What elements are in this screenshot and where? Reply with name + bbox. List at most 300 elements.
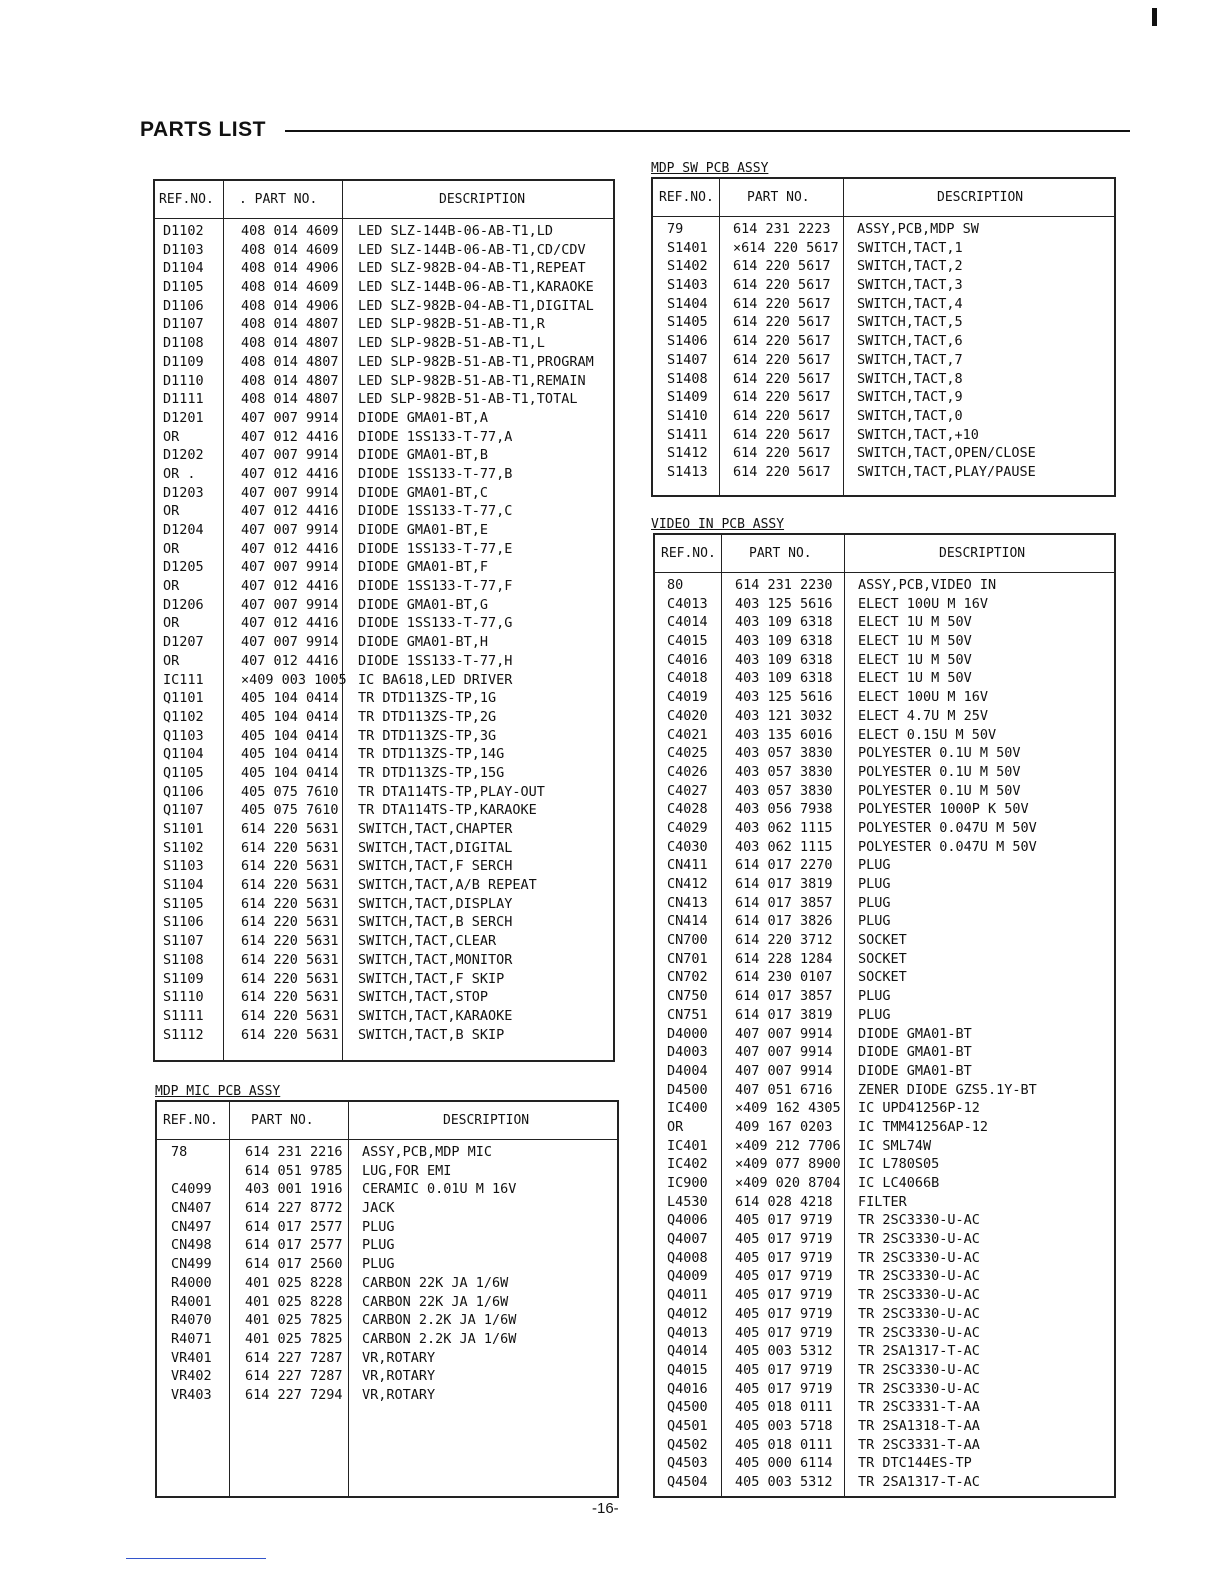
table-row	[155, 409, 613, 428]
part-no-cell: 405 075 7610	[241, 802, 339, 819]
part-no-cell: 403 109 6318	[735, 614, 833, 631]
ref-cell: Q1107	[163, 802, 204, 819]
col-part-header: PART NO.	[747, 190, 810, 205]
table-row	[155, 895, 613, 914]
part-no-cell: ×614 220 5617	[733, 239, 839, 256]
description-cell: POLYESTER 1000P K 50V	[858, 801, 1029, 818]
ref-cell: D1102	[163, 223, 204, 239]
ref-cell: IC402	[667, 1156, 708, 1173]
ref-cell: S1106	[163, 914, 204, 931]
table-row	[655, 987, 1114, 1006]
description-cell: SWITCH,TACT,1	[857, 239, 963, 256]
description-cell: SWITCH,TACT,4	[857, 295, 963, 312]
part-no-cell: 614 220 5617	[733, 445, 831, 462]
part-no-cell: 614 230 0107	[735, 969, 833, 986]
ref-cell: C4028	[667, 801, 708, 818]
col-ref-header: REF.NO.	[159, 192, 214, 207]
description-cell: SWITCH,TACT,B SERCH	[358, 914, 513, 931]
ref-cell: Q4014	[667, 1343, 708, 1360]
part-no-cell: 614 220 5617	[733, 314, 831, 331]
table-body	[155, 219, 613, 1044]
ref-cell: OR	[163, 503, 180, 520]
part-no-cell: 405 018 0111	[735, 1399, 833, 1416]
table-row	[655, 856, 1114, 875]
table-body	[653, 217, 1114, 482]
table-row	[155, 857, 613, 876]
table-row	[655, 950, 1114, 969]
part-no-cell: 614 017 2560	[245, 1256, 343, 1273]
part-no-cell: 407 007 9914	[735, 1062, 833, 1079]
description-cell: DIODE GMA01-BT,E	[358, 522, 489, 538]
table-row	[655, 632, 1114, 651]
part-no-cell: 407 007 9914	[241, 634, 339, 651]
col-part-header: . PART NO.	[239, 192, 318, 207]
table-row	[155, 633, 613, 652]
description-cell: TR DTD113ZS-TP,3G	[358, 727, 497, 744]
ref-cell: S1410	[667, 407, 708, 424]
table-row	[653, 388, 1114, 407]
part-no-cell: 614 220 5631	[241, 839, 339, 856]
table-row	[155, 783, 613, 802]
description-cell: SWITCH,TACT,B SKIP	[358, 1026, 505, 1043]
ref-cell: D1203	[163, 484, 204, 501]
ref-cell: Q4015	[667, 1361, 708, 1378]
ref-cell: Q4007	[667, 1231, 708, 1248]
description-cell: TR 2SC3330-U-AC	[858, 1268, 980, 1285]
ref-cell: S1102	[163, 839, 204, 856]
description-cell: SWITCH,TACT,6	[857, 333, 963, 350]
description-cell: LED SLP-982B-51-AB-T1,TOTAL	[358, 391, 578, 408]
ref-cell: S1407	[667, 351, 708, 368]
description-cell: DIODE GMA01-BT	[858, 1062, 972, 1079]
description-cell: TR 2SC3330-U-AC	[858, 1231, 980, 1248]
table-row	[653, 332, 1114, 351]
ref-cell: CN414	[667, 913, 708, 930]
part-no-cell: 614 220 5617	[733, 351, 831, 368]
part-no-cell: 614 220 5631	[241, 877, 339, 894]
ref-cell: OR	[163, 428, 180, 445]
table-row	[157, 1218, 617, 1237]
part-no-cell: 403 001 1916	[245, 1181, 343, 1198]
part-no-cell: 401 025 7825	[245, 1330, 343, 1347]
description-cell: TR 2SC3330-U-AC	[858, 1212, 980, 1229]
part-no-cell: 407 007 9914	[241, 484, 339, 501]
description-cell: SWITCH,TACT,STOP	[358, 989, 489, 1006]
part-no-cell: 403 062 1115	[735, 838, 833, 855]
table-row	[155, 353, 613, 372]
col-part-header: PART NO.	[251, 1113, 314, 1128]
description-cell: CARBON 2.2K JA 1/6W	[362, 1312, 517, 1329]
part-no-cell: 614 220 5631	[241, 989, 339, 1006]
ref-cell: Q4012	[667, 1305, 708, 1322]
ref-cell: OR .	[163, 465, 196, 482]
description-cell: PLUG	[858, 876, 891, 892]
description-cell: LED SLP-982B-51-AB-T1,R	[358, 316, 545, 333]
description-cell: TR DTC144ES-TP	[858, 1455, 972, 1472]
description-cell: CARBON 22K JA 1/6W	[362, 1274, 509, 1291]
ref-cell: S1111	[163, 1007, 204, 1024]
table-row	[655, 1436, 1114, 1455]
description-cell: TR 2SC3331-T-AA	[858, 1436, 980, 1453]
table-row	[655, 1417, 1114, 1436]
table-row	[157, 1255, 617, 1274]
description-cell: LED SLP-982B-51-AB-T1,L	[358, 335, 545, 352]
table-row	[655, 1043, 1114, 1062]
description-cell: TR 2SA1317-T-AC	[858, 1343, 980, 1360]
table-row	[157, 1143, 617, 1162]
table-row	[655, 744, 1114, 763]
description-cell: IC UPD41256P-12	[858, 1100, 980, 1117]
table-row	[655, 912, 1114, 931]
table-row	[653, 407, 1114, 426]
ref-cell: D1207	[163, 634, 204, 651]
ref-cell: S1101	[163, 821, 204, 837]
part-no-cell: 405 017 9719	[735, 1361, 833, 1378]
table-row	[655, 1006, 1114, 1025]
description-cell: LED SLZ-982B-04-AB-T1,DIGITAL	[358, 297, 594, 314]
description-cell: LED SLZ-144B-06-AB-T1,KARAOKE	[358, 279, 594, 296]
ref-cell: C4014	[667, 614, 708, 631]
mdp-mic-title: MDP MIC PCB ASSY	[155, 1084, 281, 1099]
ref-cell: CN498	[171, 1237, 212, 1254]
table-row	[655, 819, 1114, 838]
description-cell: VR,ROTARY	[362, 1368, 436, 1385]
ref-cell: S1408	[667, 370, 708, 387]
ref-cell: Q1101	[163, 690, 204, 707]
ref-cell: CN700	[667, 932, 708, 949]
part-no-cell: 409 167 0203	[735, 1118, 833, 1135]
part-no-cell: 614 220 5617	[733, 333, 831, 350]
table-row	[155, 596, 613, 615]
part-no-cell: ×409 077 8900	[735, 1156, 841, 1173]
description-cell: SWITCH,TACT,CLEAR	[358, 933, 497, 950]
part-no-cell: 405 018 0111	[735, 1436, 833, 1453]
table-row	[655, 707, 1114, 726]
ref-cell: D4500	[667, 1081, 708, 1098]
table-row	[155, 671, 613, 690]
part-no-cell: 407 007 9914	[735, 1025, 833, 1042]
description-cell: DIODE 1SS133-T-77,C	[358, 503, 513, 520]
table-row	[655, 1473, 1114, 1492]
table-row	[157, 1199, 617, 1218]
table-row	[155, 913, 613, 932]
description-cell: PLUG	[858, 1006, 891, 1023]
table-row	[653, 351, 1114, 370]
table-row	[655, 1454, 1114, 1473]
table-row	[157, 1349, 617, 1368]
description-cell: TR 2SC3330-U-AC	[858, 1287, 980, 1304]
description-cell: LED SLZ-144B-06-AB-T1,CD/CDV	[358, 241, 586, 258]
part-no-cell: 614 220 5631	[241, 1007, 339, 1024]
part-no-cell: 407 012 4416	[241, 540, 339, 557]
table-row	[157, 1386, 617, 1405]
part-no-cell: 614 220 5617	[733, 463, 831, 480]
ref-cell: D1108	[163, 335, 204, 352]
part-no-cell: 405 017 9719	[735, 1231, 833, 1248]
ref-cell: D1204	[163, 522, 204, 538]
ref-cell: D1103	[163, 241, 204, 258]
table-row	[655, 1137, 1114, 1156]
table-row	[655, 1230, 1114, 1249]
description-cell: DIODE GMA01-BT	[858, 1025, 972, 1042]
ref-cell: Q4011	[667, 1287, 708, 1304]
table-row	[155, 540, 613, 559]
description-cell: SWITCH,TACT,7	[857, 351, 963, 368]
description-cell: ELECT 100U M 16V	[858, 689, 989, 706]
table-row	[655, 651, 1114, 670]
table-row	[655, 931, 1114, 950]
ref-cell: S1103	[163, 858, 204, 875]
description-cell: POLYESTER 0.1U M 50V	[858, 745, 1021, 762]
table-row	[655, 1174, 1114, 1193]
ref-cell: S1406	[667, 333, 708, 350]
table-row	[655, 875, 1114, 894]
table-header	[157, 1102, 617, 1140]
description-cell: SWITCH,TACT,DISPLAY	[358, 895, 513, 912]
description-cell: TR 2SC3330-U-AC	[858, 1361, 980, 1378]
ref-cell: S1110	[163, 989, 204, 1006]
part-no-cell: 403 109 6318	[735, 633, 833, 650]
part-no-cell: 408 014 4609	[241, 223, 339, 239]
description-cell: CARBON 2.2K JA 1/6W	[362, 1330, 517, 1347]
description-cell: IC BA618,LED DRIVER	[358, 671, 513, 688]
description-cell: SWITCH,TACT,0	[857, 407, 963, 424]
table-row	[157, 1330, 617, 1349]
description-cell: SOCKET	[858, 932, 907, 949]
table-row	[655, 726, 1114, 745]
part-no-cell: 405 104 0414	[241, 746, 339, 763]
ref-cell: C4013	[667, 595, 708, 612]
part-no-cell: 614 220 5631	[241, 895, 339, 912]
ref-cell: D1205	[163, 559, 204, 576]
ref-cell: C4015	[667, 633, 708, 650]
table-header	[155, 181, 613, 219]
table-row	[155, 652, 613, 671]
part-no-cell: 403 056 7938	[735, 801, 833, 818]
table-row	[653, 257, 1114, 276]
table-row	[655, 1099, 1114, 1118]
table-row	[155, 372, 613, 391]
part-no-cell: 405 000 6114	[735, 1455, 833, 1472]
part-no-cell: ×409 212 7706	[735, 1137, 841, 1154]
part-no-cell: 405 017 9719	[735, 1268, 833, 1285]
part-no-cell: 614 017 3819	[735, 876, 833, 892]
table-row	[653, 220, 1114, 239]
description-cell: SWITCH,TACT,DIGITAL	[358, 839, 513, 856]
ref-cell: R4000	[171, 1274, 212, 1291]
part-no-cell: 403 121 3032	[735, 707, 833, 724]
ref-cell: IC900	[667, 1175, 708, 1191]
table-row	[655, 595, 1114, 614]
ref-cell: S1112	[163, 1026, 204, 1043]
description-cell: IC SML74W	[858, 1137, 932, 1154]
table-row	[655, 1398, 1114, 1417]
bottom-rule	[126, 1558, 266, 1559]
ref-cell: C4018	[667, 670, 708, 687]
ref-cell: CN411	[667, 857, 708, 874]
description-cell: PLUG	[362, 1218, 395, 1235]
table-row	[155, 745, 613, 764]
description-cell: SWITCH,TACT,CHAPTER	[358, 821, 513, 837]
ref-cell: D1201	[163, 409, 204, 426]
description-cell: TR 2SA1317-T-AC	[858, 1474, 980, 1490]
part-no-cell: 614 231 2216	[245, 1144, 343, 1160]
ref-cell: D4000	[667, 1025, 708, 1042]
description-cell: SWITCH,TACT,KARAOKE	[358, 1007, 513, 1024]
ref-cell: D4003	[667, 1044, 708, 1061]
ref-cell: C4029	[667, 819, 708, 836]
ref-cell: C4027	[667, 782, 708, 799]
part-no-cell: 407 051 6716	[735, 1081, 833, 1098]
ref-cell: S1403	[667, 277, 708, 294]
table-row	[155, 839, 613, 858]
ref-cell: CN750	[667, 988, 708, 1005]
part-no-cell: 407 012 4416	[241, 615, 339, 632]
ref-cell: R4070	[171, 1312, 212, 1329]
ref-cell: D1105	[163, 279, 204, 296]
ref-cell: C4099	[171, 1181, 212, 1198]
description-cell: TR DTA114TS-TP,KARAOKE	[358, 802, 537, 819]
part-no-cell: 614 220 5631	[241, 970, 339, 987]
part-no-cell: 614 228 1284	[735, 950, 833, 967]
description-cell: ELECT 1U M 50V	[858, 614, 972, 631]
part-no-cell: 614 220 5617	[733, 389, 831, 406]
ref-cell: S1411	[667, 426, 708, 443]
part-no-cell: 405 003 5312	[735, 1474, 833, 1490]
ref-cell: OR	[163, 615, 180, 632]
table-row	[155, 297, 613, 316]
description-cell: TR 2SA1318-T-AA	[858, 1417, 980, 1434]
ref-cell: CN751	[667, 1006, 708, 1023]
table-row	[155, 932, 613, 951]
part-no-cell: 614 220 5631	[241, 933, 339, 950]
table-row	[655, 1062, 1114, 1081]
table-row	[155, 1026, 613, 1045]
ref-cell: S1107	[163, 933, 204, 950]
description-cell: IC LC4066B	[858, 1175, 940, 1191]
ref-cell: 78	[171, 1144, 188, 1160]
mdp-sw-title: MDP SW PCB ASSY	[651, 161, 769, 176]
table-row	[155, 614, 613, 633]
description-cell: SWITCH,TACT,MONITOR	[358, 951, 513, 968]
part-no-cell: 403 109 6318	[735, 651, 833, 668]
table-row	[155, 315, 613, 334]
part-no-cell: 614 017 2270	[735, 857, 833, 874]
description-cell: SWITCH,TACT,F SKIP	[358, 970, 505, 987]
table-row	[157, 1367, 617, 1386]
video-in-title: VIDEO IN PCB ASSY	[651, 517, 785, 532]
part-no-cell: 408 014 4807	[241, 391, 339, 408]
ref-cell: C4030	[667, 838, 708, 855]
part-no-cell: 407 012 4416	[241, 503, 339, 520]
page-number: -16-	[592, 1500, 619, 1517]
ref-cell: VR401	[171, 1349, 212, 1366]
description-cell: SOCKET	[858, 950, 907, 967]
ref-cell: CN701	[667, 950, 708, 967]
table-body	[157, 1140, 617, 1405]
ref-cell: Q1103	[163, 727, 204, 744]
part-no-cell: 614 017 3819	[735, 1006, 833, 1023]
part-no-cell: 403 057 3830	[735, 745, 833, 762]
table-row	[155, 465, 613, 484]
description-cell: SWITCH,TACT,A/B REPEAT	[358, 877, 537, 894]
ref-cell: D1109	[163, 353, 204, 370]
description-cell: DIODE 1SS133-T-77,G	[358, 615, 513, 632]
description-cell: DIODE 1SS133-T-77,B	[358, 465, 513, 482]
table-row	[157, 1162, 617, 1181]
table-row	[155, 521, 613, 540]
col-ref-header: REF.NO.	[163, 1113, 218, 1128]
description-cell: TR 2SC3331-T-AA	[858, 1399, 980, 1416]
part-no-cell: 614 017 2577	[245, 1218, 343, 1235]
ref-cell: Q1106	[163, 783, 204, 800]
description-cell: SWITCH,TACT,5	[857, 314, 963, 331]
description-cell: IC TMM41256AP-12	[858, 1118, 989, 1135]
description-cell: DIODE GMA01-BT,C	[358, 484, 489, 501]
part-no-cell: 614 227 8772	[245, 1200, 343, 1217]
part-no-cell: ×409 162 4305	[735, 1100, 841, 1117]
table-row	[157, 1293, 617, 1312]
ref-cell: L4530	[667, 1193, 708, 1210]
description-cell: POLYESTER 0.1U M 50V	[858, 782, 1021, 799]
part-no-cell: 408 014 4906	[241, 297, 339, 314]
description-cell: ELECT 0.15U M 50V	[858, 726, 997, 743]
description-cell: PLUG	[858, 857, 891, 874]
part-no-cell: 408 014 4906	[241, 260, 339, 277]
part-no-cell: 407 012 4416	[241, 652, 339, 669]
table-row	[655, 763, 1114, 782]
part-no-cell: 408 014 4609	[241, 279, 339, 296]
part-no-cell: 403 125 5616	[735, 689, 833, 706]
table-row	[655, 1361, 1114, 1380]
ref-cell: Q4501	[667, 1417, 708, 1434]
table-row	[655, 968, 1114, 987]
ref-cell: Q4503	[667, 1455, 708, 1472]
ref-cell: CN407	[171, 1200, 212, 1217]
ref-cell: S1108	[163, 951, 204, 968]
part-no-cell: 405 104 0414	[241, 690, 339, 707]
ref-cell: Q4500	[667, 1399, 708, 1416]
description-cell: PLUG	[362, 1256, 395, 1273]
table-row	[155, 446, 613, 465]
ref-cell: S1405	[667, 314, 708, 331]
part-no-cell: 405 104 0414	[241, 708, 339, 725]
part-no-cell: 614 051 9785	[245, 1162, 343, 1179]
ref-cell: C4026	[667, 763, 708, 780]
table-row	[155, 1007, 613, 1026]
part-no-cell: 407 012 4416	[241, 428, 339, 445]
part-no-cell: 403 109 6318	[735, 670, 833, 687]
part-no-cell: 405 017 9719	[735, 1324, 833, 1341]
main-parts-table	[153, 179, 615, 1062]
description-cell: ASSY,PCB,VIDEO IN	[858, 577, 997, 593]
part-no-cell: 407 007 9914	[241, 559, 339, 576]
table-row	[155, 241, 613, 260]
ref-cell: Q4016	[667, 1380, 708, 1397]
description-cell: POLYESTER 0.047U M 50V	[858, 819, 1037, 836]
description-cell: SWITCH,TACT,+10	[857, 426, 979, 443]
description-cell: TR DTA114TS-TP,PLAY-OUT	[358, 783, 545, 800]
table-row	[655, 688, 1114, 707]
part-no-cell: 405 017 9719	[735, 1380, 833, 1397]
table-row	[155, 428, 613, 447]
description-cell: FILTER	[858, 1193, 907, 1210]
table-row	[157, 1236, 617, 1255]
ref-cell: S1413	[667, 463, 708, 480]
description-cell: DIODE GMA01-BT,F	[358, 559, 489, 576]
table-row	[655, 576, 1114, 595]
table-row	[155, 820, 613, 839]
